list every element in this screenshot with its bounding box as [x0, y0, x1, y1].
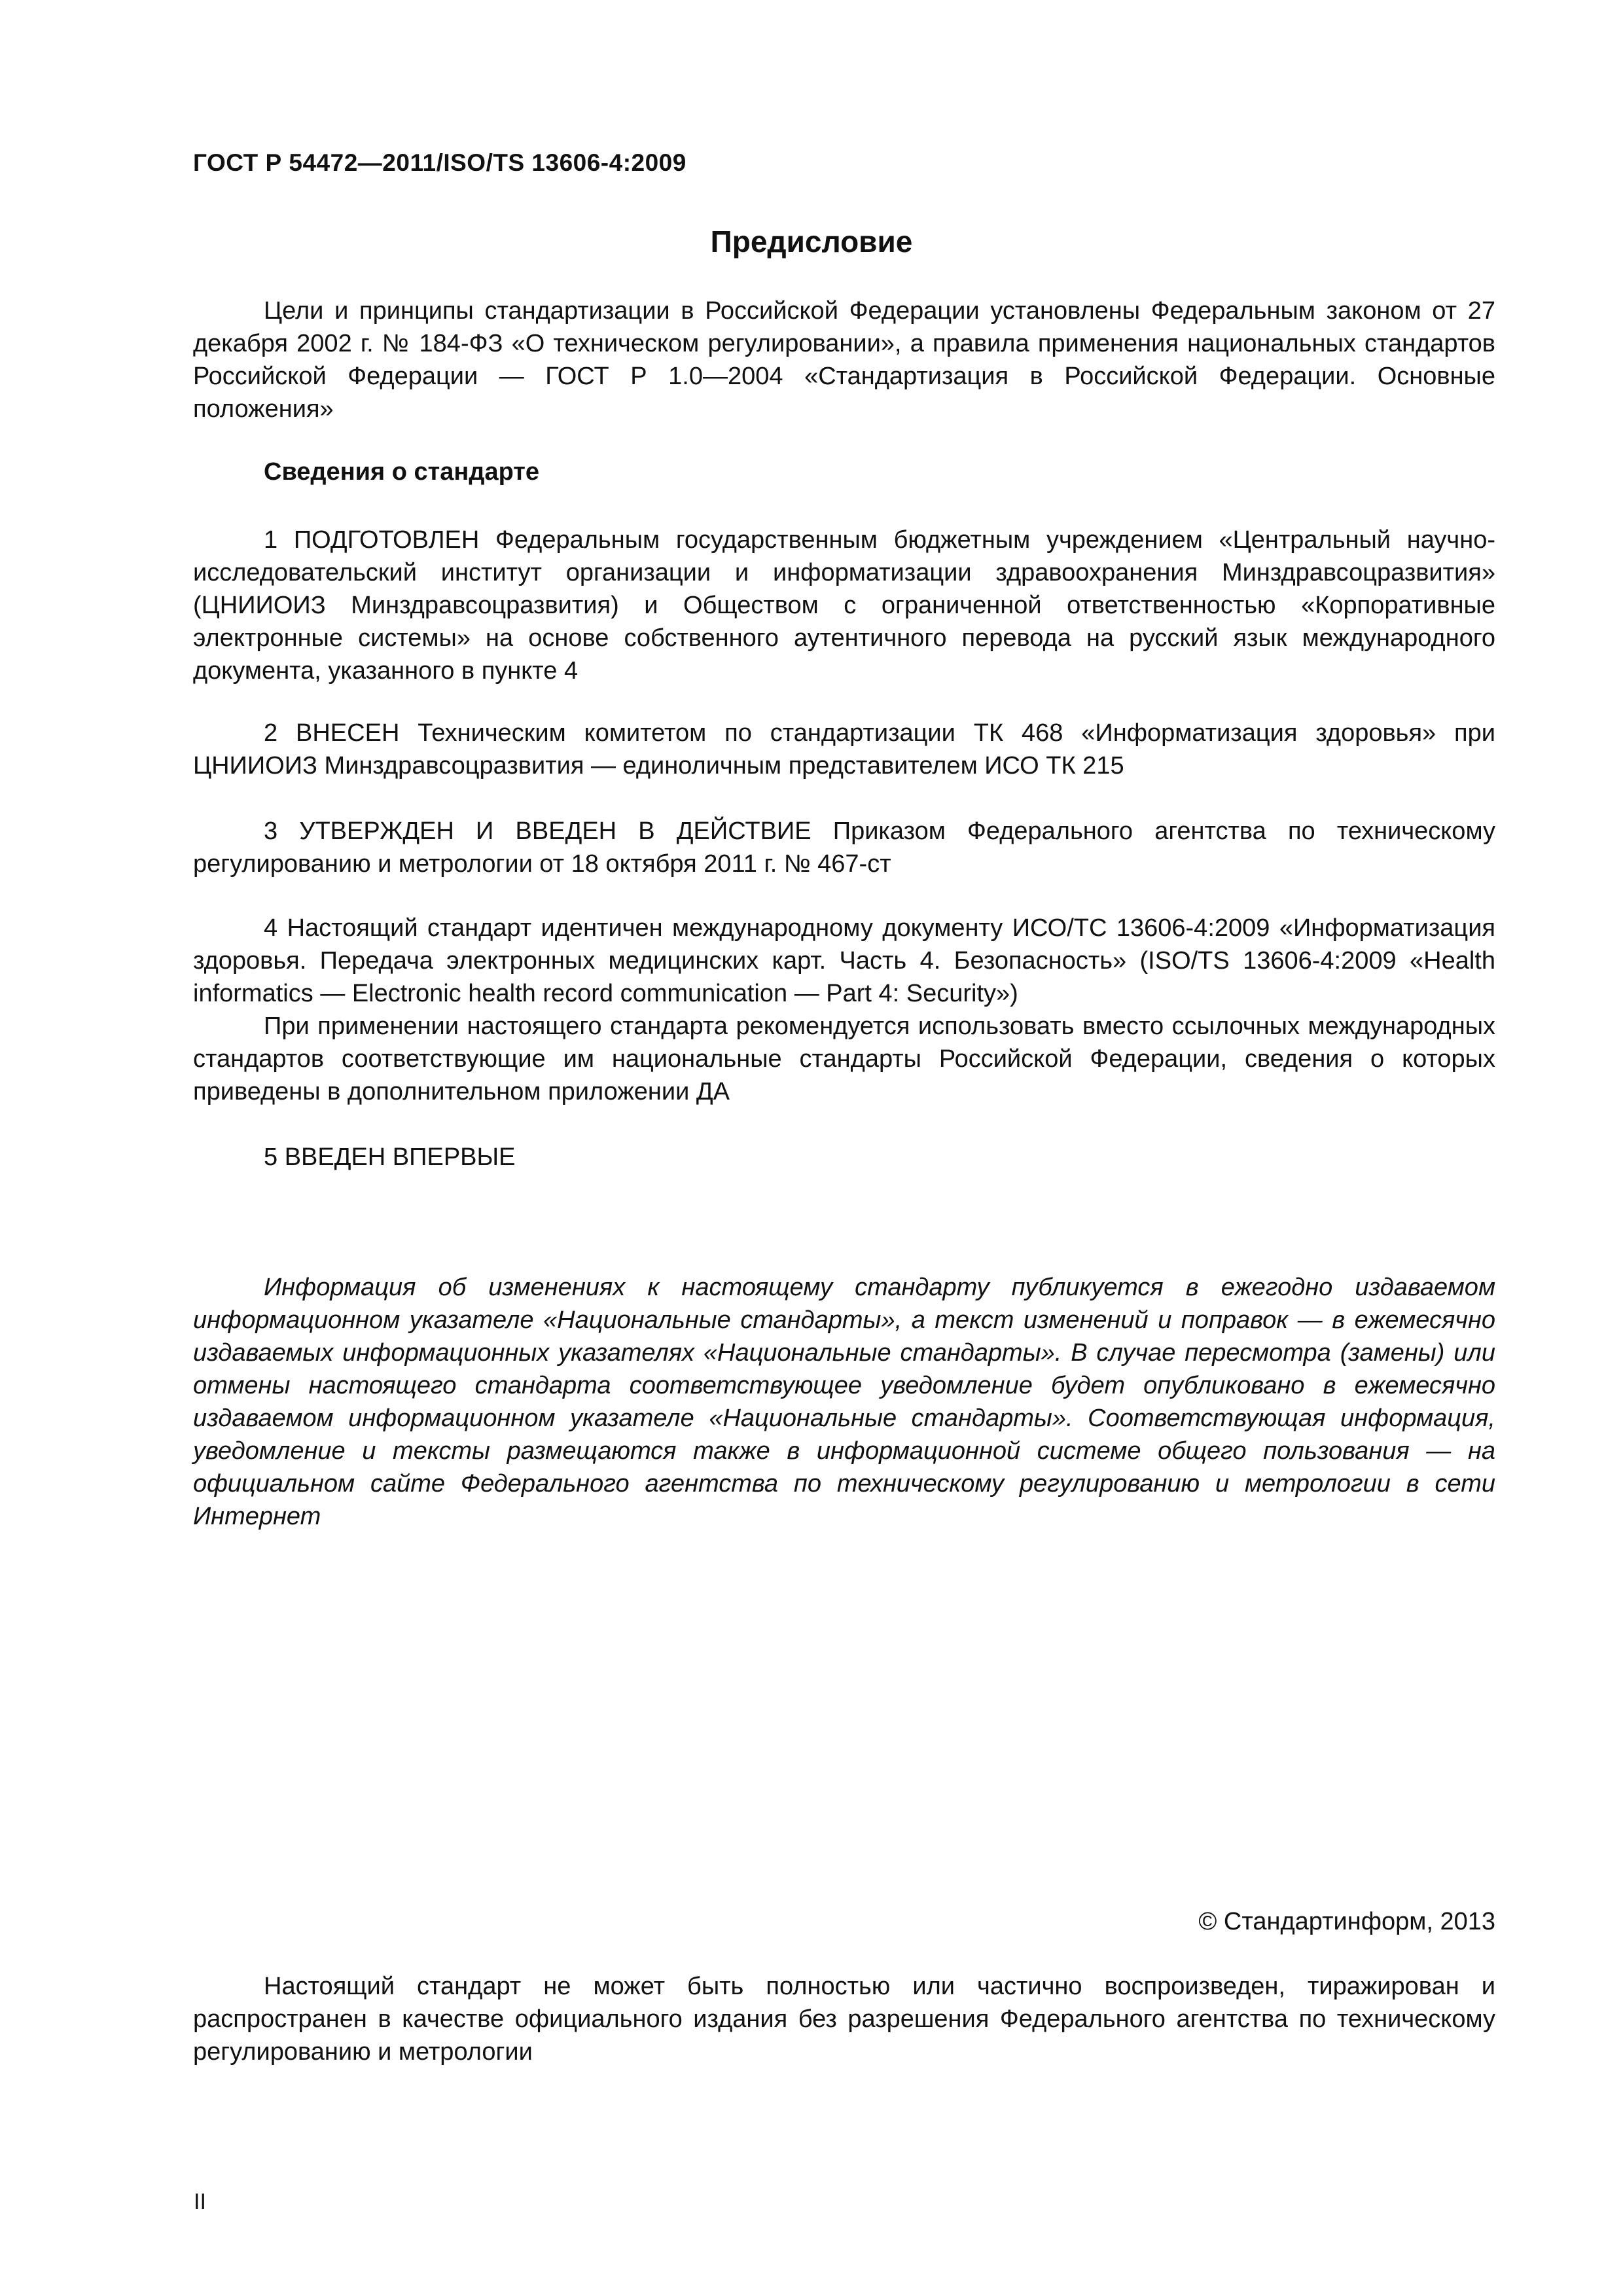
item-4-paragraph: 4 Настоящий стандарт идентичен международному документу ИСО/ТС 13606-4:2009 «Информатизация здоровья. Передача электронных медицинских карт. Часть 4. Безопасность» (ISO/TS 13606-4:2009 «Health informatics — Electronic health record communication — Part 4: Security»)	[193, 914, 1495, 1007]
page-number: II	[194, 2189, 206, 2214]
intro-paragraph: Цели и принципы стандартизации в Российской Федерации установлены Федеральным законом от 27 декабря 2002 г. № 184-ФЗ «О техническом регулировании», а правила применения национальных стандартов Российской Федерации — ГОСТ Р 1.0—2004 «Стандартизация в Российской Федерации. Основные положения»	[193, 297, 1495, 423]
item-4-note-paragraph: При применении настоящего стандарта рекомендуется использовать вместо ссылочных международных стандартов соответствующие им национальные стандарты Российской Федерации, сведения о которых приведены в дополнительном приложении ДА	[193, 1013, 1495, 1105]
item-3-paragraph: 3 УТВЕРЖДЕН И ВВЕДЕН В ДЕЙСТВИЕ Приказом Федерального агентства по техническому регулированию и метрологии от 18 октября 2011 г. № 467-ст	[193, 817, 1495, 878]
section-heading: Сведения о стандарте	[264, 458, 540, 486]
changes-info-paragraph: Информация об изменениях к настоящему стандарту публикуется в ежегодно издаваемом информационном указателе «Национальные стандарты», а текст изменений и поправок — в ежемесячно издаваемых информационных указателях «Национальные стандарты». В случае пересмотра (замены) или отмены настоящего стандарта соответствующее уведомление будет опубликовано в ежемесячно издаваемом информационном указателе «Национальные стандарты». Соответствующая информация, уведомление и тексты размещаются также в информационной системе общего пользования — на официальном сайте Федерального агентства по техническому регулированию и метрологии в сети Интернет	[193, 1274, 1495, 1530]
item-2-paragraph: 2 ВНЕСЕН Техническим комитетом по стандартизации ТК 468 «Информатизация здоровья» при ЦНИИОИЗ Минздравсоцразвития — единоличным представителем ИСО ТК 215	[193, 719, 1495, 780]
copyright-notice: © Стандартинформ, 2013	[1198, 1908, 1495, 1935]
item-5-paragraph: 5 ВВЕДЕН ВПЕРВЫЕ	[264, 1143, 516, 1171]
standard-code-header: ГОСТ Р 54472—2011/ISO/TS 13606-4:2009	[193, 149, 687, 176]
reproduction-notice: Настоящий стандарт не может быть полностью или частично воспроизведен, тиражирован и распространен в качестве официального издания без разрешения Федерального агентства по техническому регулированию и метрологии	[193, 1973, 1495, 2066]
page-title: Предисловие	[710, 224, 913, 259]
item-1-paragraph: 1 ПОДГОТОВЛЕН Федеральным государственным бюджетным учреждением «Центральный научно-исследовательский институт организации и информатизации здравоохранения Минздравсоцразвития» (ЦНИИОИЗ Минздравсоцразвития) и Обществом с ограниченной ответственностью «Корпоративные электронные системы» на основе собственного аутентичного перевода на русский язык международного документа, указанного в пункте 4	[193, 526, 1495, 685]
